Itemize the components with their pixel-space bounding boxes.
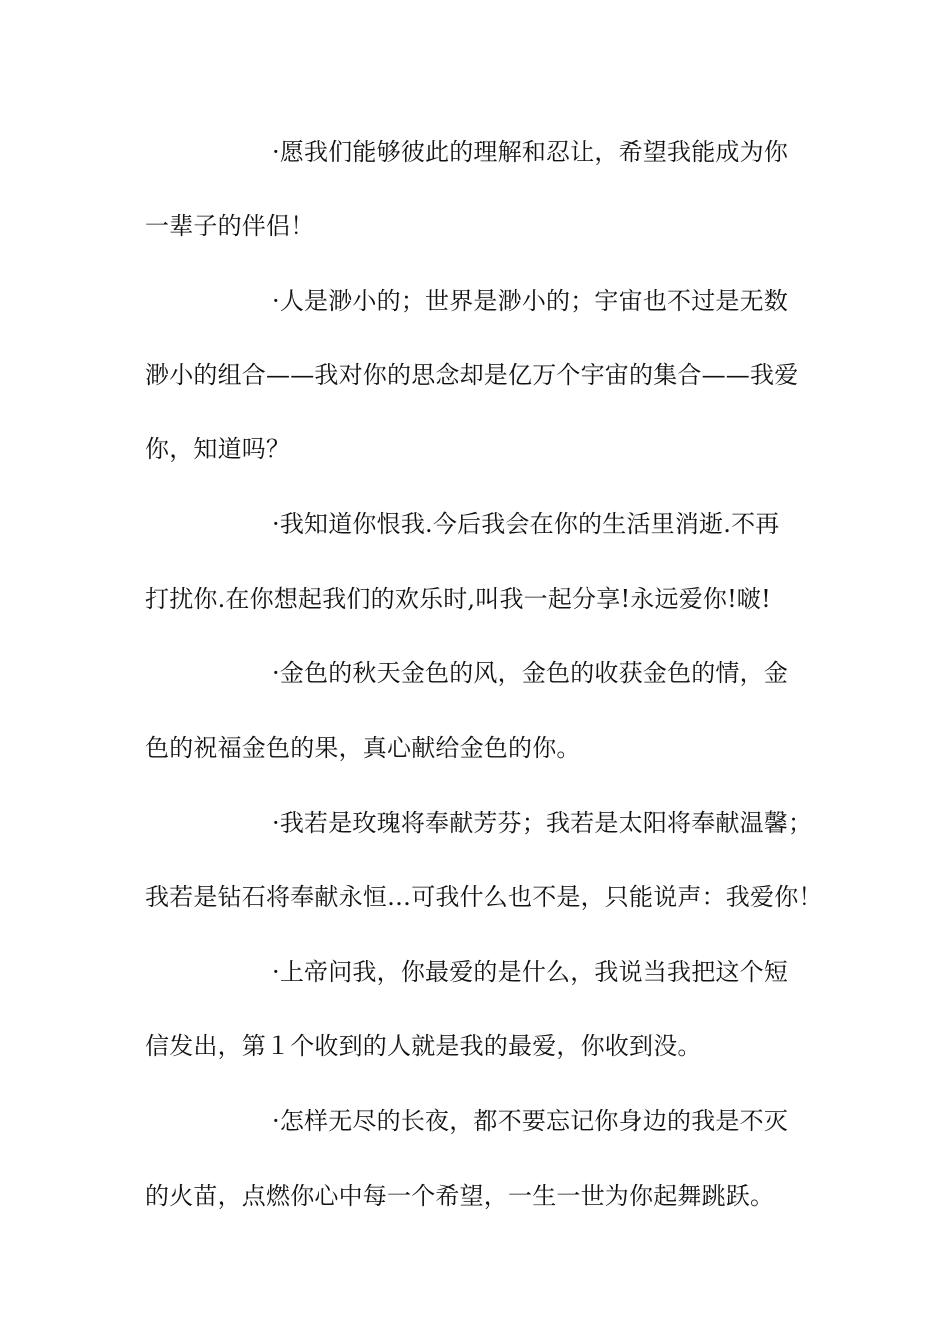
paragraph-2-line-3: 你，知道吗？ bbox=[145, 435, 291, 463]
paragraph-7-line-2: 的火苗，点燃你心中每一个希望，一生一世为你起舞跳跃。 bbox=[145, 1182, 775, 1210]
paragraph-6-line-2: 信发出，第１个收到的人就是我的最爱，你收到没。 bbox=[145, 1032, 702, 1060]
paragraph-7-line-1: ·怎样无尽的长夜，都不要忘记你身边的我是不灭 bbox=[272, 1107, 789, 1135]
paragraph-1-line-1: ·愿我们能够彼此的理解和忍让，希望我能成为你 bbox=[272, 138, 789, 166]
paragraph-4-line-2: 色的祝福金色的果，真心献给金色的你。 bbox=[145, 734, 581, 762]
paragraph-2-line-2: 渺小的组合——我对你的思念却是亿万个宇宙的集合——我爱 bbox=[145, 361, 799, 389]
paragraph-6-line-1: ·上帝问我，你最爱的是什么，我说当我把这个短 bbox=[272, 958, 789, 986]
paragraph-1-line-2: 一辈子的伴侣！ bbox=[145, 212, 315, 240]
paragraph-2-line-1: ·人是渺小的；世界是渺小的；宇宙也不过是无数 bbox=[272, 287, 789, 315]
paragraph-4-line-1: ·金色的秋天金色的风，金色的收获金色的情，金 bbox=[272, 659, 789, 687]
paragraph-5-line-1: ·我若是玫瑰将奉献芳芬；我若是太阳将奉献温馨； bbox=[272, 809, 813, 837]
paragraph-5-line-2: 我若是钻石将奉献永恒…可我什么也不是，只能说声：我爱你！ bbox=[145, 883, 823, 911]
paragraph-3-line-2: 打扰你.在你想起我们的欢乐时,叫我一起分享!永远爱你!啵! bbox=[145, 585, 771, 613]
paragraph-3-line-1: ·我知道你恨我.今后我会在你的生活里消逝.不再 bbox=[272, 510, 780, 538]
